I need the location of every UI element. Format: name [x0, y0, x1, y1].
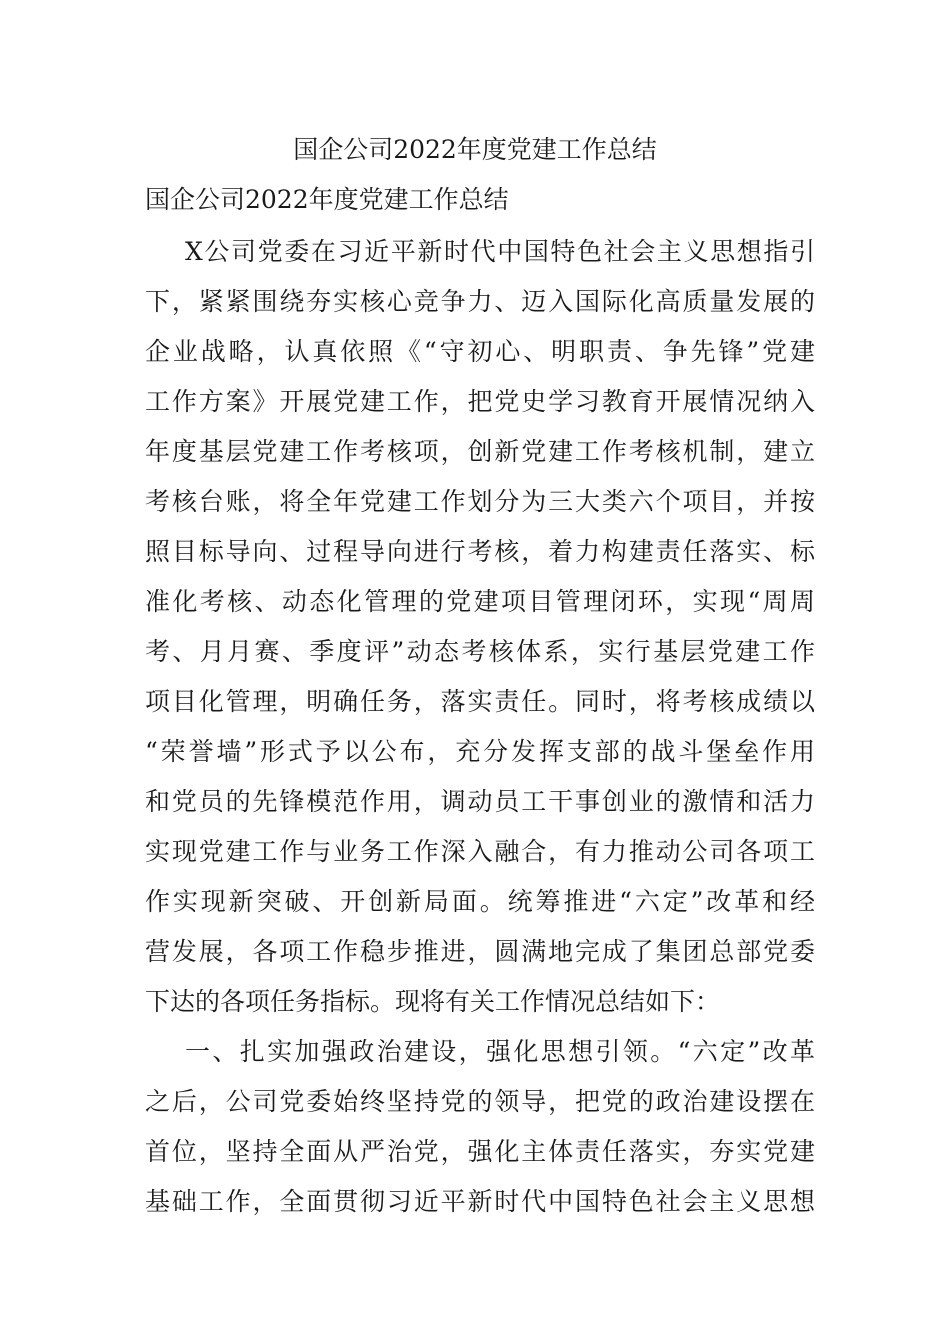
paragraph-line: 一、扎实加强政治建设，强化思想引领。“六定”改革 [185, 1037, 815, 1066]
paragraph-line: 工作方案》开展党建工作，把党史学习教育开展情况纳入 [145, 387, 815, 416]
paragraph-line: 基础工作，全面贯彻习近平新时代中国特色社会主义思想 [145, 1187, 815, 1216]
paragraph-line: “荣誉墙”形式予以公布，充分发挥支部的战斗堡垒作用 [145, 737, 815, 766]
paragraph-line: 考核台账，将全年党建工作划分为三大类六个项目，并按 [145, 487, 815, 516]
paragraph-line: 之后，公司党委始终坚持党的领导，把党的政治建设摆在 [145, 1087, 815, 1116]
paragraph-line: 照目标导向、过程导向进行考核，着力构建责任落实、标 [145, 537, 815, 566]
paragraph-line: 年度基层党建工作考核项，创新党建工作考核机制，建立 [145, 437, 815, 466]
paragraph-line: 准化考核、动态化管理的党建项目管理闭环，实现“周周 [145, 587, 815, 616]
paragraph-line: 首位，坚持全面从严治党，强化主体责任落实，夯实党建 [145, 1137, 815, 1166]
paragraph-line: 考、月月赛、季度评”动态考核体系，实行基层党建工作 [145, 637, 815, 666]
paragraph-line: 和党员的先锋模范作用，调动员工干事创业的激情和活力 [145, 787, 815, 816]
paragraph-line: 项目化管理，明确任务，落实责任。同时，将考核成绩以 [145, 687, 815, 716]
paragraph-line: 实现党建工作与业务工作深入融合，有力推动公司各项工 [145, 837, 815, 866]
paragraph-line: 下达的各项任务指标。现将有关工作情况总结如下： [145, 987, 721, 1016]
body-text [145, 227, 815, 1227]
paragraph-line: 作实现新突破、开创新局面。统筹推进“六定”改革和经 [145, 887, 815, 916]
paragraph-line: 企业战略，认真依照《“守初心、明职责、争先锋”党建 [145, 337, 815, 366]
paragraph-line: 营发展，各项工作稳步推进，圆满地完成了集团总部党委 [145, 937, 815, 966]
paragraph-line: X公司党委在习近平新时代中国特色社会主义思想指引 [185, 237, 815, 266]
document-subtitle: 国企公司2022年度党建工作总结 [145, 185, 509, 214]
paragraph-line: 下，紧紧围绕夯实核心竞争力、迈入国际化高质量发展的 [145, 287, 815, 316]
page-title: 国企公司2022年度党建工作总结 [293, 135, 657, 164]
